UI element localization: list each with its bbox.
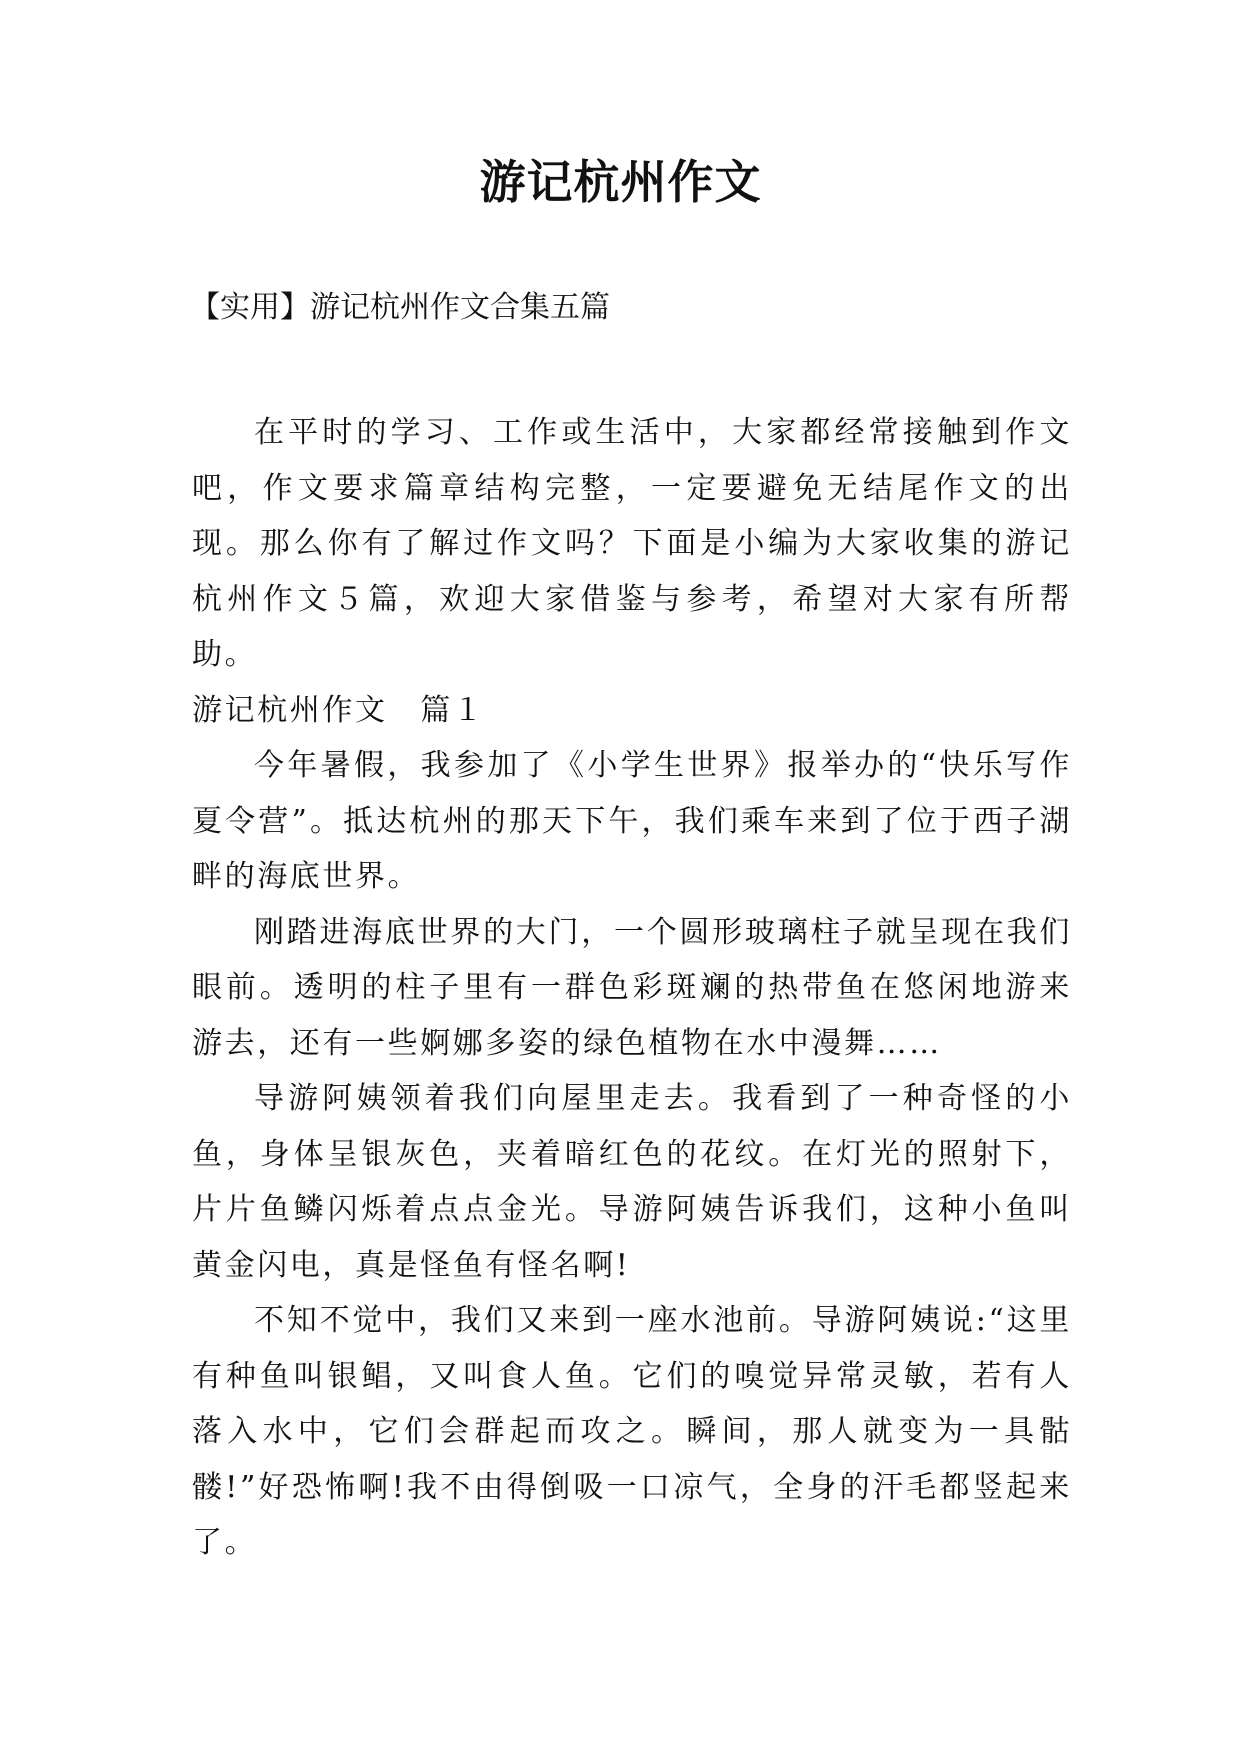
body-paragraph: 今年暑假，我参加了《小学生世界》报举办的“快乐写作夏令营”。抵达杭州的那天下午，我们乘车来到了位于西子湖畔的海底世界。 [192,748,1072,894]
body-paragraph: 不知不觉中，我们又来到一座水池前。导游阿姨说:“这里有种鱼叫银鲳，又叫食人鱼。它们的嗅觉异常灵敏，若有人落入水中，它们会群起而攻之。瞬间，那人就变为一具骷髅!”好恐怖啊!我不由得倒吸一口凉气，全身的汗毛都竖起来了。 [192,1303,1072,1560]
intro-paragraph: 在平时的学习、工作或生活中，大家都经常接触到作文吧，作文要求篇章结构完整，一定要避免无结尾作文的出现。那么你有了解过作文吗？下面是小编为大家收集的游记杭州作文５篇，欢迎大家借鉴与参考，希望对大家有所帮助。 [192,415,1072,672]
document-subtitle: 【实用】游记杭州作文合集五篇 [190,290,610,325]
section-heading: 游记杭州作文 篇１ [192,692,486,728]
body-paragraph: 导游阿姨领着我们向屋里走去。我看到了一种奇怪的小鱼，身体呈银灰色，夹着暗红色的花纹。在灯光的照射下，片片鱼鳞闪烁着点点金光。导游阿姨告诉我们，这种小鱼叫黄金闪电，真是怪鱼有怪名啊! [192,1081,1072,1283]
body-paragraph: 刚踏进海底世界的大门，一个圆形玻璃柱子就呈现在我们眼前。透明的柱子里有一群色彩斑斓的热带鱼在悠闲地游来游去，还有一些婀娜多姿的绿色植物在水中漫舞…… [192,914,1072,1061]
document-title: 游记杭州作文 [479,155,762,209]
document-body [192,405,1072,1571]
